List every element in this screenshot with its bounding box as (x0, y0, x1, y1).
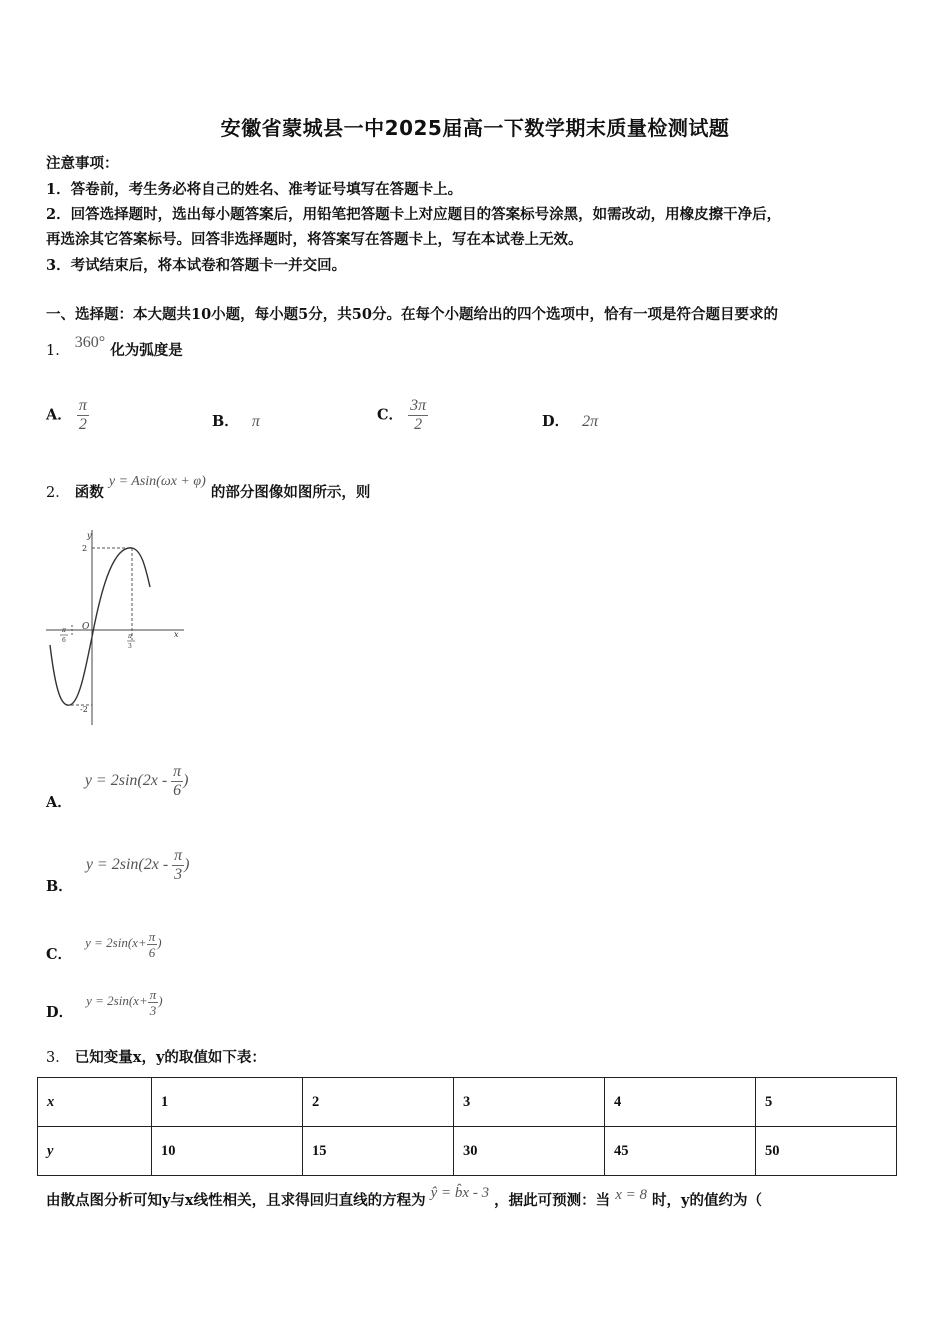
page-title: 安徽省蒙城县一中2025届高一下数学期末质量检测试题 (220, 116, 730, 140)
condition-expression: x = 8 (615, 1187, 647, 1203)
function-expression: y = Asin(ωx + φ) (108, 474, 206, 489)
table-cell: 1 (152, 1078, 303, 1127)
x-left-tick-num: π (62, 627, 66, 634)
fraction: $\frac{\pi}{3}$ (149, 987, 157, 1018)
fraction: $\frac{\pi}{6}$ (173, 763, 182, 799)
notice-item: 1．答卷前，考生务必将自己的姓名、准考证号填写在答题卡上。 (46, 181, 463, 198)
x-left-tick-den: 6 (62, 637, 66, 644)
fraction: $\frac{3\pi}{2}$ (410, 397, 427, 433)
question-number: 3． (46, 1050, 70, 1066)
table-cell: 5 (756, 1078, 897, 1127)
question-1 (46, 334, 183, 360)
q2-option-d[interactable]: D． y = 2sin(x+ $\frac{\pi}{3}$ ) (46, 987, 163, 1022)
origin-label: O (82, 622, 90, 632)
fraction: $\frac{\pi}{2}$ (78, 397, 87, 433)
fraction: $\frac{\pi}{6}$ (148, 929, 156, 960)
q2-option-b[interactable]: B． y = 2sin(2x - $\frac{\pi}{3}$ ) (46, 847, 190, 896)
table-row (38, 1078, 897, 1127)
y-min-label: -2 (80, 705, 88, 714)
notice-item: 2．回答选择题时，选出每小题答案后，用铅笔把答题卡上对应题目的答案标号涂黑，如需改动，用橡皮擦干净后， (46, 206, 782, 223)
question-3: 3． 已知变量x，y的取值如下表： (46, 1049, 266, 1066)
table-cell: 4 (605, 1078, 756, 1127)
y-max-label: 2 (82, 544, 88, 553)
angle-expression: 360° (74, 334, 106, 351)
table-cell: 50 (756, 1127, 897, 1176)
fraction: $\frac{\pi}{3}$ (174, 847, 183, 883)
x-axis-label: x (174, 630, 179, 639)
table-cell: 10 (152, 1127, 303, 1176)
q2-option-a[interactable]: A． y = 2sin(2x - $\frac{\pi}{6}$ ) (46, 763, 189, 812)
table-row (38, 1127, 897, 1176)
table-cell: 3 (454, 1078, 605, 1127)
table-cell: y (38, 1127, 152, 1176)
notice-item: 再选涂其它答案标号。回答非选择题时，将答案写在答题卡上，写在本试卷上无效。 (46, 231, 583, 248)
table-cell: 15 (303, 1127, 454, 1176)
table-cell: 2 (303, 1078, 454, 1127)
table-cell: x (38, 1078, 152, 1127)
notice-item: 3．考试结束后，将本试卷和答题卡一并交回。 (46, 257, 347, 274)
question-3-continuation: 由散点图分析可知y与x线性相关，且求得回归直线的方程为 ŷ = b̂x - 3 ，据此可预测：当 x = 8 时，y的值约为（ (46, 1185, 762, 1209)
question-2: 2． 函数 y = Asin(ωx + φ) 的部分图像如图所示，则 (46, 474, 371, 501)
xy-table (37, 1077, 897, 1176)
q1-option-c[interactable]: C． $\frac{3\pi}{2}$ (377, 397, 427, 433)
q1-option-a[interactable]: A． $\frac{\pi}{2}$ (46, 397, 87, 433)
notice-heading: 注意事项： (46, 155, 119, 172)
q1-option-b[interactable]: B． π (212, 413, 260, 430)
table-cell: 45 (605, 1127, 756, 1176)
question-number: 1． (46, 343, 70, 359)
q1-option-d[interactable]: D． 2π (542, 413, 599, 430)
x-right-tick-num: π (128, 633, 132, 640)
sine-graph (46, 525, 196, 725)
question-text: 化为弧度是 (110, 342, 183, 359)
y-axis-label: y (87, 531, 92, 540)
regression-equation: ŷ = b̂x - 3 (430, 1185, 490, 1201)
x-right-tick-den: 3 (128, 643, 132, 650)
table-cell: 30 (454, 1127, 605, 1176)
q2-option-c[interactable]: C． y = 2sin(x+ $\frac{\pi}{6}$ ) (46, 929, 162, 964)
question-number: 2． (46, 485, 70, 501)
section-heading: 一、选择题：本大题共10小题，每小题5分，共50分。在每个小题给出的四个选项中，恰有一项是符合题目要求的 (46, 306, 778, 323)
